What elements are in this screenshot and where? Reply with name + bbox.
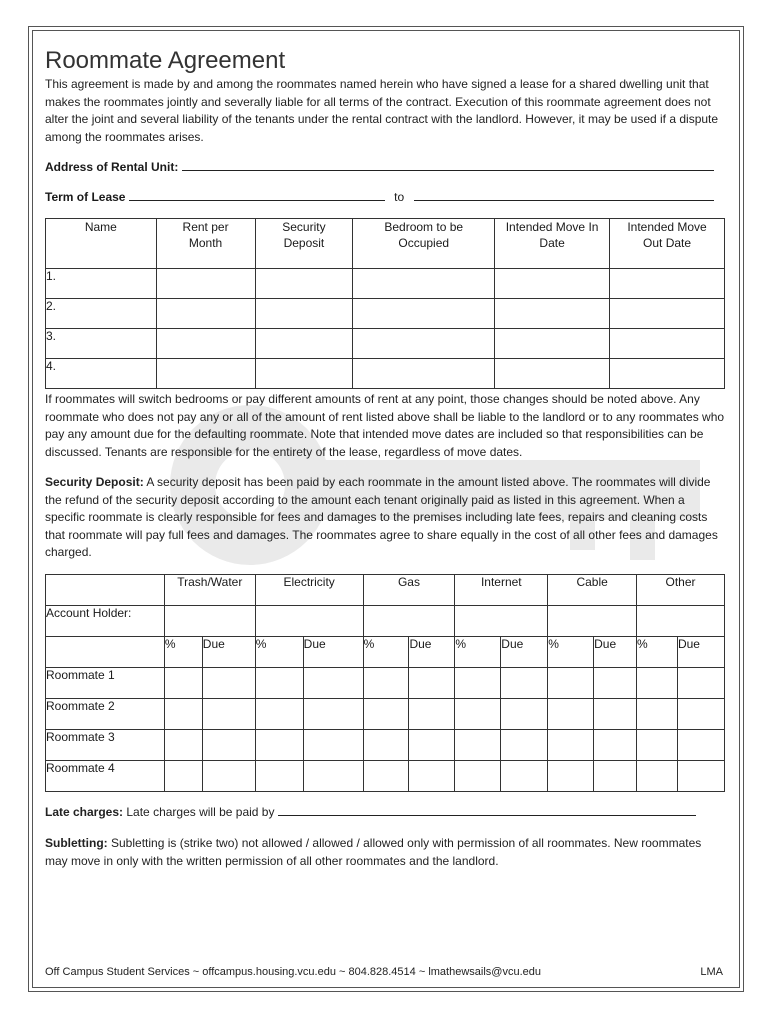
late-charges-input-line[interactable] [278, 805, 696, 816]
due-label: Due [594, 637, 637, 668]
percent-label: % [164, 637, 202, 668]
util-cell[interactable] [303, 730, 363, 761]
rent-header-rent-text: Rent per Month [182, 220, 229, 250]
address-label: Address of Rental Unit: [45, 160, 179, 174]
due-label: Due [303, 637, 363, 668]
util-cell[interactable] [202, 730, 255, 761]
util-cell[interactable] [409, 668, 455, 699]
rent-cell[interactable] [156, 269, 255, 299]
util-cell[interactable] [255, 730, 303, 761]
footer-initials: LMA [700, 966, 723, 978]
deposit-cell[interactable] [255, 269, 353, 299]
table-row [46, 699, 725, 730]
util-cell[interactable] [255, 761, 303, 792]
late-charges-label: Late charges: [45, 805, 124, 819]
move-in-cell[interactable] [495, 359, 610, 389]
rent-header-name: Name [46, 219, 157, 269]
rent-table-header-row [46, 219, 725, 269]
util-cell[interactable] [164, 699, 202, 730]
util-cell[interactable] [363, 668, 409, 699]
account-holder-row [46, 606, 725, 637]
util-cell[interactable] [202, 761, 255, 792]
rent-header-move-out-text: Intended Move Out Date [627, 220, 707, 250]
deposit-cell[interactable] [255, 299, 353, 329]
account-holder-cell[interactable] [548, 606, 637, 637]
percent-label: % [548, 637, 594, 668]
util-cell[interactable] [637, 699, 678, 730]
security-deposit-label: Security Deposit: [45, 475, 144, 489]
utility-header-gas: Gas [363, 575, 455, 606]
percent-label: % [363, 637, 409, 668]
account-holder-cell[interactable] [255, 606, 363, 637]
rent-header-deposit-text: Security Deposit [282, 220, 326, 250]
util-cell[interactable] [202, 668, 255, 699]
due-label: Due [677, 637, 724, 668]
percent-label: % [637, 637, 678, 668]
due-label: Due [409, 637, 455, 668]
account-holder-label: Account Holder: [46, 606, 165, 637]
util-cell[interactable] [255, 699, 303, 730]
move-out-cell[interactable] [610, 359, 725, 389]
intro-paragraph: This agreement is made by and among the roommates named herein who have signed a lease for a shared dwelling unit that makes the roommates jointly and severally liable for all terms of the contract. Execution of this roommate agreement does not alter the joint and several liability of the tenants under the rental contract with the landlord. However, it may be used if a dispute among the roommates arises. [45, 77, 719, 144]
rent-header-bedroom-text: Bedroom to be Occupied [384, 220, 464, 250]
util-cell[interactable] [677, 699, 724, 730]
rent-row-number: 3. [46, 329, 157, 359]
table-row [46, 730, 725, 761]
util-cell[interactable] [594, 668, 637, 699]
util-cell[interactable] [303, 668, 363, 699]
table-row [46, 299, 725, 329]
term-end-input-line[interactable] [414, 190, 714, 201]
util-cell[interactable] [455, 761, 501, 792]
rent-header-move-out [610, 219, 725, 269]
util-cell[interactable] [255, 668, 303, 699]
table-row [46, 761, 725, 792]
util-cell[interactable] [548, 699, 594, 730]
utility-table [45, 574, 725, 792]
rent-table [45, 218, 725, 389]
rent-row-number: 4. [46, 359, 157, 389]
rent-row-number: 1. [46, 269, 157, 299]
util-cell[interactable] [501, 668, 548, 699]
util-cell[interactable] [594, 730, 637, 761]
term-start-input-line[interactable] [129, 190, 385, 201]
bedroom-cell[interactable] [353, 299, 495, 329]
bedroom-cell[interactable] [353, 269, 495, 299]
due-label: Due [501, 637, 548, 668]
utility-header-other: Other [637, 575, 725, 606]
move-out-cell[interactable] [610, 269, 725, 299]
security-deposit-paragraph [45, 474, 727, 562]
util-cell[interactable] [409, 730, 455, 761]
move-in-cell[interactable] [495, 269, 610, 299]
util-cell[interactable] [455, 668, 501, 699]
subletting-paragraph [45, 835, 727, 870]
rent-row-number: 2. [46, 299, 157, 329]
rent-cell[interactable] [156, 299, 255, 329]
changes-paragraph: If roommates will switch bedrooms or pay different amounts of rent at any point, those changes should be noted above. Any roommate who does not pay any or all of the amount of rent listed above shall be liable to the landlord or to any roommates who pay any amount due for the defaulting roommate. Note that intended move dates are included so that responsibilities can be discussed. Tenants are responsible for the entirety of the lease, regardless of move dates. [45, 392, 725, 459]
footer-contact: Off Campus Student Services ~ offcampus.housing.vcu.edu ~ 804.828.4514 ~ lmathewsails@vcu.edu [45, 966, 541, 978]
utility-header-internet: Internet [455, 575, 548, 606]
term-field[interactable] [45, 190, 714, 204]
util-cell[interactable] [677, 761, 724, 792]
util-cell[interactable] [303, 699, 363, 730]
security-deposit-text: A security deposit has been paid by each roommate in the amount listed above. The roommates will divide the refund of the security deposit according to the amount each tenant originally paid as listed in this agreement. When a specific roommate is clearly responsible for fees and damages to the premises including late fees, repairs and cleaning costs that roommate will pay full fees and damages. The roommates agree to share equally in the cost of all other fees and damages charged. [45, 475, 718, 559]
table-row [46, 329, 725, 359]
late-charges-line [45, 804, 727, 822]
deposit-cell[interactable] [255, 359, 353, 389]
rent-header-move-in-text: Intended Move In Date [505, 220, 599, 250]
rent-header-deposit [255, 219, 353, 269]
util-cell[interactable] [164, 668, 202, 699]
subletting-label: Subletting: [45, 836, 108, 850]
utility-header-row [46, 575, 725, 606]
util-cell[interactable] [363, 699, 409, 730]
bedroom-cell[interactable] [353, 329, 495, 359]
move-out-cell[interactable] [610, 329, 725, 359]
address-input-line[interactable] [182, 160, 714, 171]
bedroom-cell[interactable] [353, 359, 495, 389]
rent-header-bedroom [353, 219, 495, 269]
account-holder-cell[interactable] [164, 606, 255, 637]
util-cell[interactable] [363, 761, 409, 792]
page-footer [45, 966, 725, 978]
roommate-label: Roommate 3 [46, 730, 165, 761]
percent-due-row [46, 637, 725, 668]
util-cell[interactable] [501, 699, 548, 730]
address-field[interactable] [45, 160, 714, 174]
percent-due-blank [46, 637, 165, 668]
util-cell[interactable] [637, 761, 678, 792]
util-cell[interactable] [501, 730, 548, 761]
util-cell[interactable] [594, 761, 637, 792]
table-row [46, 269, 725, 299]
util-cell[interactable] [303, 761, 363, 792]
util-cell[interactable] [455, 730, 501, 761]
util-cell[interactable] [677, 668, 724, 699]
term-label: Term of Lease [45, 190, 126, 204]
term-to-label: to [394, 190, 405, 204]
agreement-header [45, 46, 727, 146]
utility-header-electricity: Electricity [255, 575, 363, 606]
roommate-label: Roommate 4 [46, 761, 165, 792]
util-cell[interactable] [637, 668, 678, 699]
rent-cell[interactable] [156, 359, 255, 389]
percent-label: % [455, 637, 501, 668]
util-cell[interactable] [409, 761, 455, 792]
account-holder-cell[interactable] [637, 606, 725, 637]
due-label: Due [202, 637, 255, 668]
util-cell[interactable] [164, 761, 202, 792]
util-cell[interactable] [548, 668, 594, 699]
util-cell[interactable] [409, 699, 455, 730]
util-cell[interactable] [455, 699, 501, 730]
rent-cell[interactable] [156, 329, 255, 359]
util-cell[interactable] [677, 730, 724, 761]
util-cell[interactable] [501, 761, 548, 792]
move-in-cell[interactable] [495, 299, 610, 329]
move-out-cell[interactable] [610, 299, 725, 329]
rent-header-move-in [495, 219, 610, 269]
util-cell[interactable] [164, 730, 202, 761]
deposit-cell[interactable] [255, 329, 353, 359]
util-cell[interactable] [594, 699, 637, 730]
percent-label: % [255, 637, 303, 668]
late-charges-text: Late charges will be paid by [126, 805, 275, 819]
util-cell[interactable] [548, 730, 594, 761]
util-cell[interactable] [548, 761, 594, 792]
move-in-cell[interactable] [495, 329, 610, 359]
account-holder-cell[interactable] [455, 606, 548, 637]
account-holder-cell[interactable] [363, 606, 455, 637]
util-cell[interactable] [637, 730, 678, 761]
page-title: Roommate Agreement [45, 47, 286, 74]
utility-header-cable: Cable [548, 575, 637, 606]
utility-header-blank [46, 575, 165, 606]
roommate-label: Roommate 2 [46, 699, 165, 730]
table-row [46, 359, 725, 389]
utility-header-trash: Trash/Water [164, 575, 255, 606]
util-cell[interactable] [363, 730, 409, 761]
table-row [46, 668, 725, 699]
subletting-text: Subletting is (strike two) not allowed / allowed / allowed only with permission of all roommates. New roommates may move in only with the written permission of all other roommates and the landlord. [45, 836, 702, 868]
util-cell[interactable] [202, 699, 255, 730]
rent-header-rent [156, 219, 255, 269]
roommate-label: Roommate 1 [46, 668, 165, 699]
